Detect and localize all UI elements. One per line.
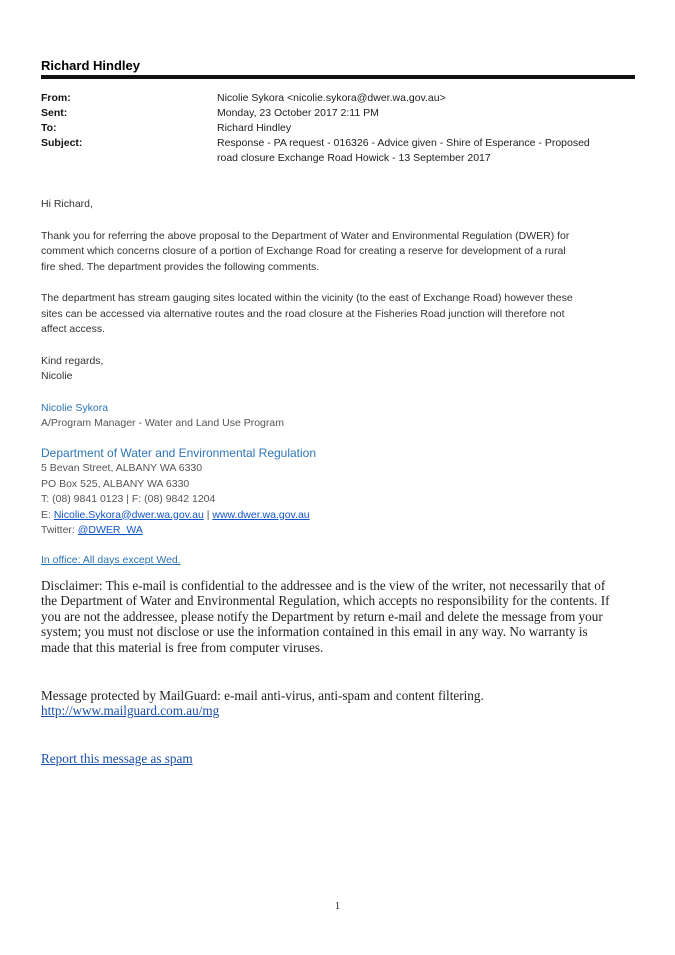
spam-report-block xyxy=(41,751,635,766)
signature-separator: | xyxy=(203,508,213,521)
signature-twitter-line xyxy=(41,523,635,539)
disclaimer-line-3: you are not the addressee, please notify the Department by return e-mail and delete the message from your xyxy=(41,608,603,624)
subject-value xyxy=(217,136,635,166)
signature-twitter-link[interactable]: @DWER_WA xyxy=(77,524,143,536)
subject-row xyxy=(41,136,635,166)
paragraph-2-line-3: affect access. xyxy=(41,323,106,335)
sent-label: Sent: xyxy=(41,107,68,119)
to-label: To: xyxy=(41,122,57,134)
sent-value: Monday, 23 October 2017 2:11 PM xyxy=(217,107,379,119)
twitter-prefix: Twitter: xyxy=(41,524,78,536)
paragraph-2-line-2: sites can be accessed via alternative routes and the road closure at the Fisheries Road junction will therefore not xyxy=(41,307,565,320)
greeting: Hi Richard, xyxy=(41,198,93,210)
sent-row xyxy=(41,106,635,121)
paragraph-1-line-1: Thank you for referring the above proposal to the Department of Water and Environmental Regulation (DWER) for xyxy=(41,229,570,242)
signature-phone: T: (08) 9841 0123 | F: (08) 9842 1204 xyxy=(41,493,216,505)
disclaimer-line-5: made that this material is free from computer viruses. xyxy=(41,639,324,655)
subject-line-2: road closure Exchange Road Howick - 13 September 2017 xyxy=(217,152,491,164)
signature-department: Department of Water and Environmental Regulation xyxy=(41,445,317,460)
signature-name: Nicolie Sykora xyxy=(41,401,109,414)
from-label: From: xyxy=(41,92,71,104)
signature-title: A/Program Manager - Water and Land Use Program xyxy=(41,417,284,429)
closing-name: Nicolie xyxy=(41,370,73,382)
email-header-block xyxy=(41,91,635,166)
page-number: 1 xyxy=(334,901,341,912)
disclaimer-line-2: the Department of Water and Environmental Regulation, which accepts no responsibility for the contents. If xyxy=(41,593,610,609)
email-body xyxy=(41,197,635,568)
signature-web-link[interactable]: www.dwer.wa.gov.au xyxy=(212,508,310,521)
signature-email-link[interactable]: Nicolie.Sykora@dwer.wa.gov.au xyxy=(53,508,204,521)
email-prefix: E: xyxy=(41,508,54,521)
subject-line-1: Response - PA request - 016326 - Advice given - Shire of Esperance - Proposed xyxy=(217,137,590,149)
header-divider xyxy=(41,75,635,79)
subject-label: Subject: xyxy=(41,137,83,149)
mailguard-text: Message protected by MailGuard: e-mail anti-virus, anti-spam and content filtering. xyxy=(41,688,484,703)
signature-email-line xyxy=(41,508,635,524)
report-spam-link[interactable]: Report this message as spam xyxy=(41,751,193,766)
disclaimer-line-4: system; you must not disclose or use the information contained in this email in any way. No warranty is xyxy=(41,624,588,640)
signature-office-days: In office: All days except Wed. xyxy=(41,553,181,566)
paragraph-2-line-1: The department has stream gauging sites located within the vicinity (to the east of Exchange Road) however these xyxy=(41,292,573,304)
signature-address-street: 5 Bevan Street, ALBANY WA 6330 xyxy=(41,462,203,474)
mailguard-link[interactable]: http://www.mailguard.com.au/mg xyxy=(41,703,220,719)
signature-address-po-box: PO Box 525, ALBANY WA 6330 xyxy=(41,477,190,490)
from-value: Nicolie Sykora <nicolie.sykora@dwer.wa.gov.au> xyxy=(217,92,446,104)
to-row xyxy=(41,121,635,136)
mailguard-block xyxy=(41,688,635,719)
paragraph-1-line-2: comment which concerns closure of a portion of Exchange Road for creating a reserve for development of a rural xyxy=(41,245,566,257)
paragraph-1-line-3: fire shed. The department provides the following comments. xyxy=(41,260,320,273)
to-value: Richard Hindley xyxy=(217,122,292,134)
closing: Kind regards, xyxy=(41,354,104,367)
disclaimer-block xyxy=(41,578,635,655)
disclaimer-line-1: Disclaimer: This e-mail is confidential to the addressee and is the view of the writer, not necessarily that of xyxy=(41,578,606,593)
from-row xyxy=(41,91,635,106)
printout-owner-name: Richard Hindley xyxy=(41,58,140,73)
